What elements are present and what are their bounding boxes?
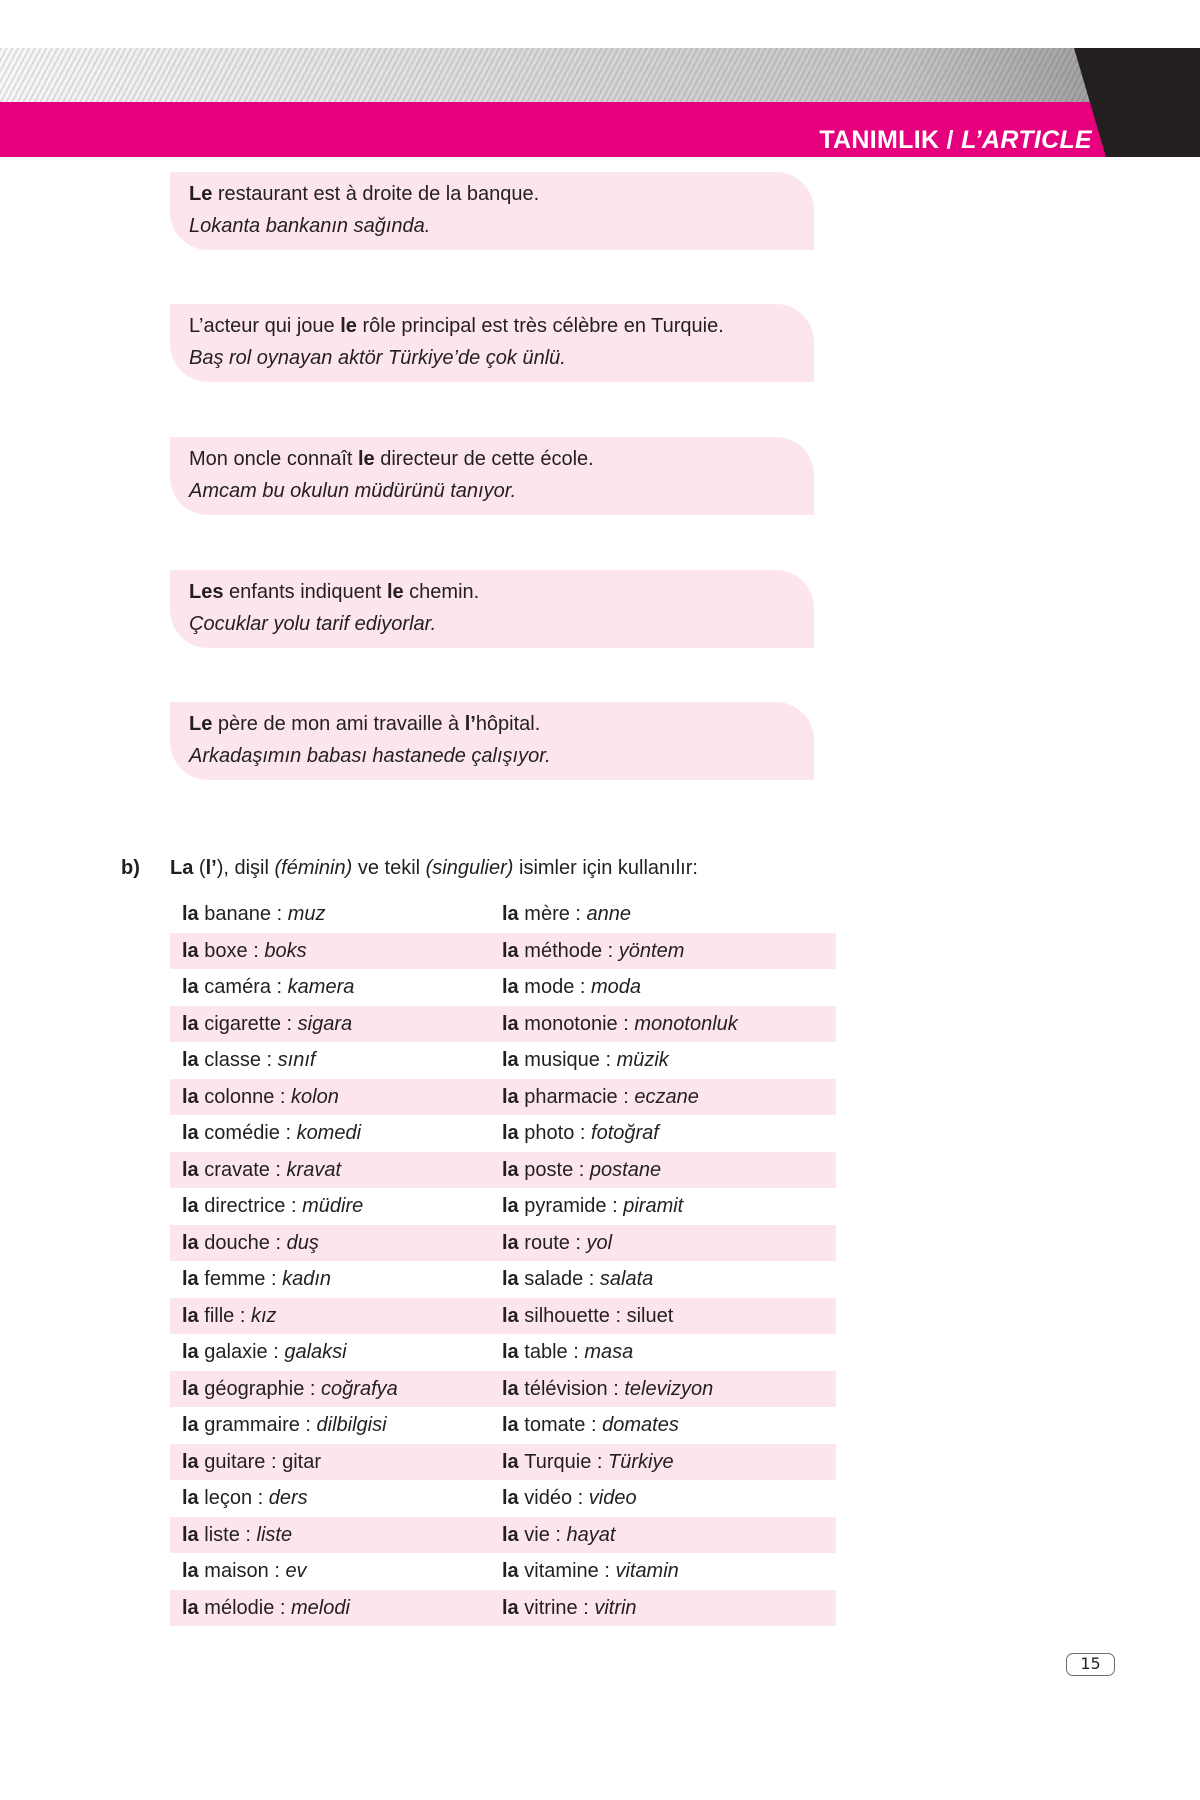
vocab-article: la — [502, 1450, 519, 1473]
vocab-entry — [170, 969, 502, 1006]
example-box — [170, 172, 814, 250]
vocab-entry — [170, 1006, 502, 1043]
example-turkish: Lokanta bankanın sağında. — [189, 215, 431, 237]
vocab-separator: : — [567, 1341, 585, 1363]
vocab-article: la — [502, 1195, 519, 1217]
vocab-article: la — [182, 903, 199, 925]
vocab-separator: : — [572, 1487, 589, 1509]
section-marker: b) — [121, 857, 140, 879]
vocab-row — [170, 1006, 836, 1043]
example-french — [189, 310, 814, 342]
vocab-entry — [170, 1079, 502, 1116]
example-text: hôpital. — [475, 713, 541, 735]
vocab-french: vitamine — [524, 1560, 599, 1582]
vocab-article: la — [182, 1122, 199, 1144]
vocab-article: la — [182, 1012, 199, 1035]
vocab-separator: : — [569, 1231, 587, 1254]
article-bold: le — [340, 315, 357, 337]
vocab-turkish: melodi — [291, 1596, 350, 1619]
article-bold: Les — [189, 581, 224, 603]
vocab-turkish: siluet — [626, 1304, 674, 1327]
vocab-article: la — [182, 1596, 199, 1619]
vocab-separator: : — [279, 1122, 297, 1144]
vocab-french: banane — [204, 903, 272, 925]
article-bold: Le — [189, 713, 213, 735]
vocab-separator: : — [265, 1450, 283, 1473]
vocab-entry — [170, 1590, 502, 1627]
vocab-entry — [502, 1225, 836, 1262]
vocab-separator: : — [574, 976, 591, 998]
vocab-article: la — [182, 1231, 199, 1254]
vocab-turkish: sınıf — [277, 1049, 316, 1071]
vocab-row — [170, 1517, 836, 1554]
vocab-turkish: boks — [264, 939, 307, 962]
example-turkish: Baş rol oynayan aktör Türkiye’de çok ünlü. — [189, 347, 566, 369]
vocab-entry — [502, 1480, 836, 1517]
vocab-row — [170, 1407, 836, 1444]
example-text: enfants indiquent — [223, 581, 387, 603]
vocab-entry — [170, 1188, 502, 1225]
vocab-french: silhouette — [524, 1304, 610, 1327]
vocab-entry — [502, 1115, 836, 1152]
vocab-turkish: eczane — [634, 1085, 699, 1108]
heading-text: isimler için kullanılır: — [513, 857, 698, 879]
vocab-french: pharmacie — [524, 1085, 618, 1108]
vocab-french: galaxie — [204, 1341, 268, 1363]
vocab-row — [170, 1079, 836, 1116]
vocab-article: la — [182, 1560, 199, 1582]
example-turkish: Çocuklar yolu tarif ediyorlar. — [189, 613, 437, 635]
vocab-separator: : — [268, 1560, 286, 1582]
heading-italic: (singulier) — [425, 857, 514, 879]
vocab-turkish: komedi — [296, 1122, 362, 1144]
vocab-french: guitare — [204, 1450, 266, 1473]
vocab-turkish: gitar — [282, 1450, 322, 1473]
vocab-row — [170, 1590, 836, 1627]
vocab-french: maison — [204, 1560, 269, 1582]
heading-italic: (féminin) — [274, 857, 353, 879]
vocab-turkish: moda — [590, 976, 642, 998]
vocab-row — [170, 1480, 836, 1517]
heading-text: ), dişil — [216, 857, 275, 879]
vocab-row — [170, 1261, 836, 1298]
vocab-entry — [502, 1444, 836, 1481]
vocab-french: vidéo — [524, 1487, 573, 1509]
vocab-article: la — [182, 976, 199, 998]
vocab-separator: : — [270, 976, 288, 998]
vocab-entry — [170, 1225, 502, 1262]
vocab-article: la — [502, 1487, 519, 1509]
vocab-french: caméra — [204, 976, 271, 998]
vocab-entry — [170, 896, 502, 933]
example-box — [170, 570, 814, 648]
example-box — [170, 304, 814, 382]
vocab-french: méthode — [524, 939, 603, 962]
vocab-turkish: postane — [589, 1158, 662, 1181]
vocab-entry — [170, 1553, 502, 1590]
vocab-turkish: kadın — [282, 1268, 332, 1290]
vocab-entry — [170, 1517, 502, 1554]
vocab-french: géographie — [204, 1377, 305, 1400]
article-bold: l’ — [205, 857, 217, 879]
vocab-separator: : — [247, 939, 265, 962]
vocab-entry — [502, 933, 836, 970]
vocab-separator: : — [617, 1012, 635, 1035]
vocab-entry — [502, 1334, 836, 1371]
vocab-french: pyramide — [524, 1195, 607, 1217]
vocab-turkish: fotoğraf — [591, 1122, 659, 1144]
vocab-turkish: müdire — [302, 1195, 364, 1217]
vocabulary-table — [170, 896, 836, 1626]
vocab-french: poste — [524, 1158, 574, 1181]
vocab-row — [170, 1115, 836, 1152]
vocab-entry — [502, 1298, 836, 1335]
vocab-row — [170, 1334, 836, 1371]
vocab-french: mère — [524, 903, 570, 925]
vocab-separator: : — [281, 1012, 298, 1035]
vocab-entry — [502, 1042, 836, 1079]
vocab-entry — [502, 1371, 836, 1408]
vocab-article: la — [502, 1377, 519, 1400]
vocab-turkish: coğrafya — [321, 1377, 398, 1400]
vocab-article: la — [182, 1195, 199, 1217]
vocab-article: la — [502, 976, 519, 998]
vocab-french: salade — [524, 1268, 584, 1290]
vocab-separator: : — [269, 1158, 287, 1181]
vocab-turkish: ev — [285, 1560, 307, 1582]
vocab-article: la — [182, 1450, 199, 1473]
example-text: restaurant est à droite de la banque. — [212, 183, 540, 205]
vocab-separator: : — [598, 1560, 616, 1582]
vocab-entry — [170, 1480, 502, 1517]
vocab-row — [170, 1042, 836, 1079]
vocab-entry — [502, 1517, 836, 1554]
vocab-separator: : — [602, 939, 619, 962]
vocab-article: la — [182, 1341, 199, 1363]
vocab-separator: : — [617, 1085, 635, 1108]
article-bold: Le — [189, 183, 213, 205]
vocab-row — [170, 1444, 836, 1481]
vocab-separator: : — [606, 1195, 624, 1217]
vocab-article: la — [182, 1049, 199, 1071]
vocab-turkish: video — [588, 1487, 637, 1509]
example-text: Mon oncle connaît — [189, 448, 358, 470]
chapter-title — [819, 124, 1092, 156]
vocab-french: monotonie — [524, 1012, 618, 1035]
vocab-article: la — [502, 1085, 519, 1108]
vocab-entry — [170, 1152, 502, 1189]
vocab-article: la — [182, 1487, 199, 1509]
vocab-turkish: kamera — [287, 976, 355, 998]
vocab-article: la — [182, 1523, 199, 1546]
vocab-french: leçon — [204, 1487, 253, 1509]
vocab-entry — [170, 1261, 502, 1298]
vocab-french: fille — [204, 1304, 235, 1327]
example-box — [170, 702, 814, 780]
vocab-turkish: monotonluk — [634, 1012, 738, 1035]
vocab-separator: : — [583, 1268, 600, 1290]
vocab-article: la — [502, 1049, 519, 1071]
vocab-turkish: duş — [286, 1231, 319, 1254]
vocab-turkish: liste — [256, 1523, 293, 1546]
chapter-title-italic: L’ARTICLE — [961, 126, 1092, 154]
vocab-french: musique — [524, 1049, 600, 1071]
vocab-entry — [170, 1371, 502, 1408]
vocab-article: la — [182, 1085, 199, 1108]
vocab-article: la — [502, 1304, 519, 1327]
vocab-turkish: müzik — [616, 1049, 669, 1071]
vocab-row — [170, 1298, 836, 1335]
example-french — [189, 178, 814, 210]
vocab-french: directrice — [204, 1195, 286, 1217]
example-text: père de mon ami travaille à — [212, 713, 465, 735]
vocab-separator: : — [577, 1596, 595, 1619]
vocab-french: classe — [204, 1049, 261, 1071]
vocab-article: la — [502, 1414, 519, 1436]
vocab-entry — [502, 1553, 836, 1590]
vocab-french: Turquie — [524, 1450, 592, 1473]
vocab-french: boxe — [204, 939, 248, 962]
vocab-separator: : — [234, 1304, 251, 1327]
vocab-row — [170, 1188, 836, 1225]
vocab-row — [170, 933, 836, 970]
chapter-title-plain: TANIMLIK / — [819, 126, 962, 154]
vocab-separator: : — [599, 1049, 617, 1071]
vocab-turkish: anne — [586, 903, 632, 925]
example-turkish: Amcam bu okulun müdürünü tanıyor. — [189, 480, 517, 502]
vocab-french: femme — [204, 1268, 266, 1290]
vocab-french: cigarette — [204, 1012, 281, 1035]
vocab-article: la — [502, 1596, 519, 1619]
vocab-article: la — [502, 1012, 519, 1035]
vocab-article: la — [182, 1377, 199, 1400]
vocab-turkish: kravat — [286, 1158, 342, 1181]
header-stripes-shade — [0, 48, 1200, 104]
vocab-article: la — [182, 1268, 199, 1290]
vocab-french: route — [524, 1231, 570, 1254]
article-bold: La — [170, 857, 194, 879]
vocab-turkish: yöntem — [618, 939, 685, 962]
vocab-turkish: domates — [602, 1414, 679, 1436]
vocab-article: la — [182, 1158, 199, 1181]
vocab-french: liste — [204, 1523, 240, 1546]
vocab-separator: : — [265, 1268, 283, 1290]
vocab-entry — [170, 1042, 502, 1079]
vocab-french: photo — [524, 1122, 575, 1144]
vocab-entry — [502, 969, 836, 1006]
section-b-heading — [121, 853, 698, 883]
vocab-article: la — [502, 1341, 519, 1363]
vocab-row — [170, 1371, 836, 1408]
vocab-entry — [502, 1407, 836, 1444]
vocab-row — [170, 1152, 836, 1189]
vocab-entry — [170, 1444, 502, 1481]
vocab-separator: : — [274, 1085, 292, 1108]
vocab-french: mélodie — [204, 1596, 275, 1619]
vocab-turkish: kolon — [291, 1085, 339, 1108]
vocab-french: télévision — [524, 1377, 608, 1400]
vocab-turkish: dilbilgisi — [316, 1414, 387, 1436]
vocab-turkish: sigara — [297, 1012, 353, 1035]
vocab-entry — [170, 1115, 502, 1152]
vocab-turkish: yol — [586, 1231, 613, 1254]
vocab-separator: : — [252, 1487, 269, 1509]
vocab-entry — [502, 1188, 836, 1225]
vocab-separator: : — [573, 1158, 590, 1181]
vocab-entry — [502, 896, 836, 933]
vocab-separator: : — [271, 903, 288, 925]
vocab-entry — [502, 1590, 836, 1627]
vocab-article: la — [502, 939, 519, 962]
vocab-row — [170, 969, 836, 1006]
vocab-french: douche — [204, 1231, 270, 1254]
vocab-article: la — [502, 1231, 519, 1254]
vocab-entry — [170, 933, 502, 970]
vocab-french: comédie — [204, 1122, 280, 1144]
vocab-french: mode — [524, 976, 575, 998]
vocab-row — [170, 1553, 836, 1590]
vocab-french: colonne — [204, 1085, 275, 1108]
vocab-separator: : — [274, 1596, 291, 1619]
vocab-separator: : — [299, 1414, 317, 1436]
vocab-turkish: piramit — [623, 1195, 684, 1217]
vocab-turkish: masa — [584, 1341, 634, 1363]
vocab-separator: : — [239, 1523, 257, 1546]
vocab-entry — [502, 1261, 836, 1298]
vocab-french: table — [524, 1341, 568, 1363]
vocab-separator: : — [569, 903, 587, 925]
vocab-separator: : — [585, 1414, 603, 1436]
vocab-separator: : — [304, 1377, 322, 1400]
vocab-entry — [170, 1407, 502, 1444]
vocab-entry — [170, 1298, 502, 1335]
vocab-separator: : — [549, 1523, 567, 1546]
example-french — [189, 443, 814, 475]
vocab-separator: : — [591, 1450, 609, 1473]
article-bold: le — [386, 581, 404, 603]
vocab-turkish: galaksi — [284, 1341, 347, 1363]
example-text: directeur de cette école. — [374, 448, 594, 470]
vocab-separator: : — [269, 1231, 287, 1254]
vocab-row — [170, 1225, 836, 1262]
article-bold: l’ — [464, 713, 476, 735]
vocab-article: la — [502, 1158, 519, 1181]
vocab-entry — [502, 1079, 836, 1116]
vocab-entry — [502, 1152, 836, 1189]
article-bold: le — [358, 448, 375, 470]
vocab-turkish: vitrin — [594, 1596, 637, 1619]
vocab-french: vie — [524, 1523, 550, 1546]
vocab-french: cravate — [204, 1158, 270, 1181]
vocab-article: la — [502, 1122, 519, 1144]
heading-text: ( — [193, 857, 206, 879]
vocab-article: la — [182, 1414, 199, 1436]
vocab-article: la — [182, 939, 199, 962]
vocab-separator: : — [607, 1377, 625, 1400]
vocab-separator: : — [574, 1122, 592, 1144]
vocab-separator: : — [609, 1304, 627, 1327]
vocab-separator: : — [285, 1195, 303, 1217]
vocab-turkish: vitamin — [615, 1560, 679, 1582]
vocab-french: vitrine — [524, 1596, 578, 1619]
vocab-turkish: salata — [599, 1268, 654, 1290]
vocab-turkish: Türkiye — [608, 1450, 674, 1473]
vocab-article: la — [502, 1523, 519, 1546]
example-box — [170, 437, 814, 515]
example-french — [189, 708, 814, 740]
vocab-turkish: kız — [250, 1304, 277, 1327]
vocab-french: tomate — [524, 1414, 586, 1436]
vocab-turkish: ders — [268, 1487, 308, 1509]
vocab-article: la — [502, 1560, 519, 1582]
vocab-turkish: hayat — [566, 1523, 616, 1546]
vocab-separator: : — [267, 1341, 285, 1363]
vocab-entry — [502, 1006, 836, 1043]
example-text: rôle principal est très célèbre en Turquie. — [356, 315, 724, 337]
vocab-article: la — [182, 1304, 199, 1327]
example-turkish: Arkadaşımın babası hastanede çalışıyor. — [189, 745, 551, 767]
page-number: 15 — [1066, 1653, 1115, 1676]
vocab-french: grammaire — [204, 1414, 300, 1436]
example-french — [189, 576, 814, 608]
vocab-separator: : — [260, 1049, 278, 1071]
heading-text: ve tekil — [352, 857, 426, 879]
vocab-turkish: televizyon — [624, 1377, 714, 1400]
example-text: chemin. — [403, 581, 480, 603]
example-text: L’acteur qui joue — [189, 315, 341, 337]
vocab-turkish: muz — [287, 903, 326, 925]
vocab-article: la — [502, 903, 519, 925]
vocab-article: la — [502, 1268, 519, 1290]
vocab-row — [170, 896, 836, 933]
vocab-entry — [170, 1334, 502, 1371]
